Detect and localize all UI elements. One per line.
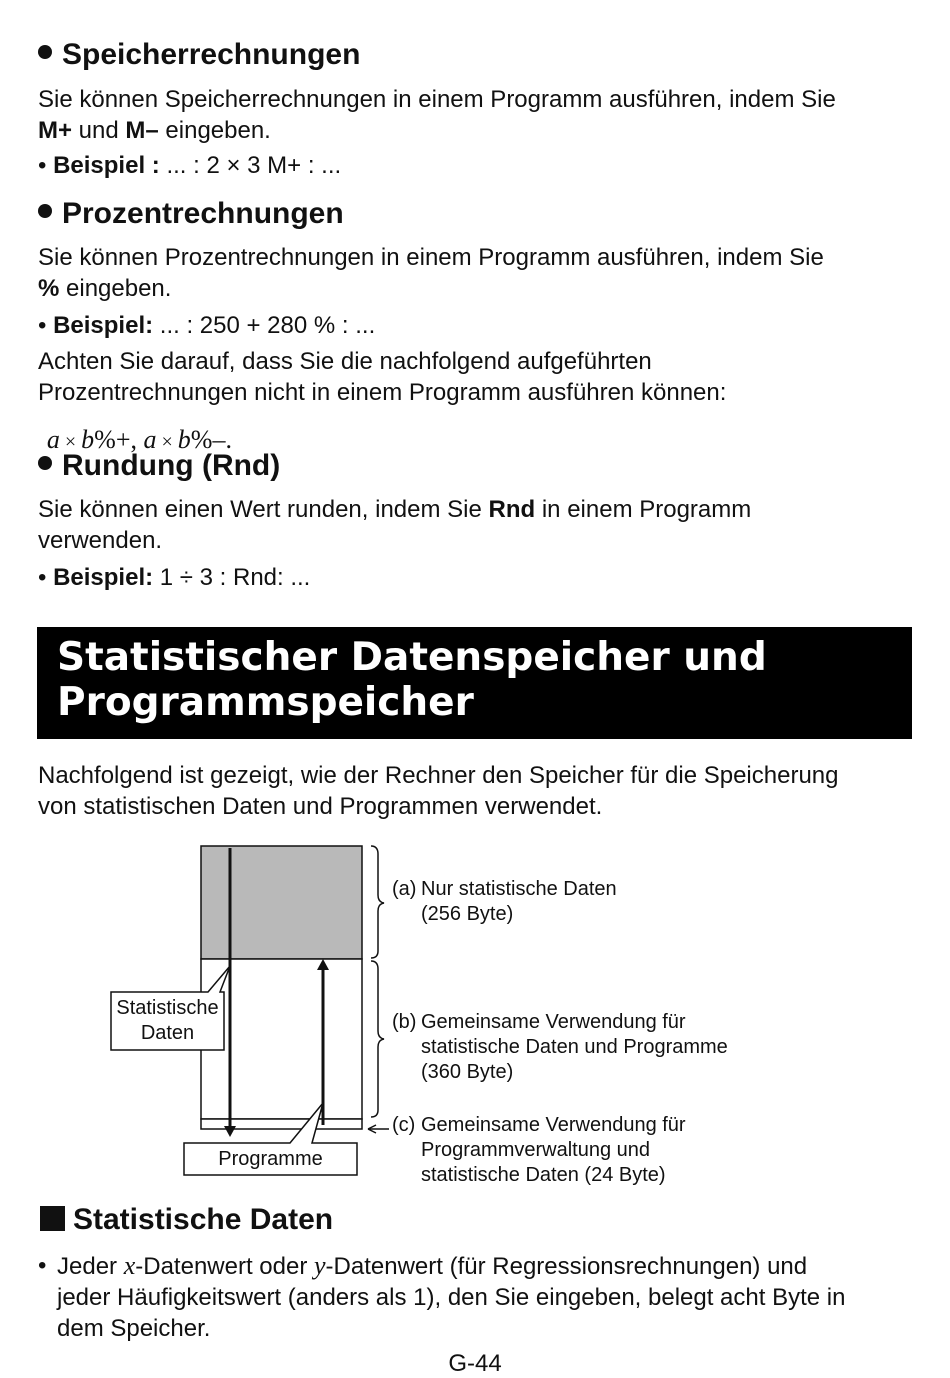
- label-c: (c) Gemeinsame Verwendung für Programmverwaltung und statistische Daten (24 Byte): [392, 1114, 686, 1186]
- brace-a-icon: [371, 846, 384, 958]
- label-a: (a) Nur statistische Daten (256 Byte): [392, 878, 617, 925]
- percent-paragraph: Sie können Prozentrechnungen in einem Programm ausführen, indem Sie % eingeben.: [38, 244, 824, 302]
- rounding-heading: Rundung (Rnd): [38, 449, 280, 483]
- label-b: (b) Gemeinsame Verwendung für statistische Daten und Programme (360 Byte): [392, 1011, 728, 1083]
- rounding-paragraph: Sie können einen Wert runden, indem Sie Rnd in einem Programm verwenden.: [38, 496, 752, 554]
- memory-paragraph: Sie können Speicherrechnungen in einem Programm ausführen, indem Sie M+ und M– eingeben.: [38, 86, 836, 144]
- percent-example: • Beispiel: ... : 250 + 280 % : ...: [38, 312, 376, 339]
- region-b-shared: [201, 959, 362, 1119]
- intro-paragraph: Nachfolgend ist gezeigt, wie der Rechner den Speicher für die Speicherung von statistischen Daten und Programmen verwendet.: [38, 762, 839, 820]
- callout-stat-label: Statistische Daten: [116, 997, 219, 1044]
- square-bullet-icon: [40, 1206, 65, 1231]
- percent-formula: a × b%+, a × b%–.: [46, 425, 232, 454]
- key-rnd: Rnd: [488, 496, 536, 523]
- region-a-stat-only: [201, 846, 362, 959]
- key-mplus: M+: [38, 117, 73, 144]
- stat-heading: Statistische Daten: [40, 1203, 333, 1237]
- percent-heading: Prozentrechnungen: [38, 197, 344, 231]
- memory-heading: Speicherrechnungen: [38, 38, 360, 72]
- rounding-example: • Beispiel: 1 ÷ 3 : Rnd: ...: [38, 564, 311, 591]
- page-number: G-44: [448, 1350, 502, 1377]
- stat-arrowhead-icon: [224, 1126, 236, 1137]
- stat-bullet: • Jeder x-Datenwert oder y-Datenwert (für Regressionsrechnungen) und jeder Häufigkeitswert (anders als 1), den Sie eingeben, belegt acht Byte in dem Speicher.: [38, 1251, 846, 1342]
- brace-b-icon: [371, 961, 384, 1117]
- key-mminus: M–: [125, 117, 159, 144]
- memory-example: • Beispiel : ... : 2 × 3 M+ : ...: [38, 152, 342, 179]
- banner-title: Statistischer Datenspeicher und Programmspeicher: [57, 635, 767, 725]
- key-percent: %: [38, 275, 60, 302]
- callout-prog-label: Programme: [218, 1148, 323, 1170]
- percent-note: Achten Sie darauf, dass Sie die nachfolgend aufgeführten Prozentrechnungen nicht in einem Programm ausführen können:: [38, 348, 727, 406]
